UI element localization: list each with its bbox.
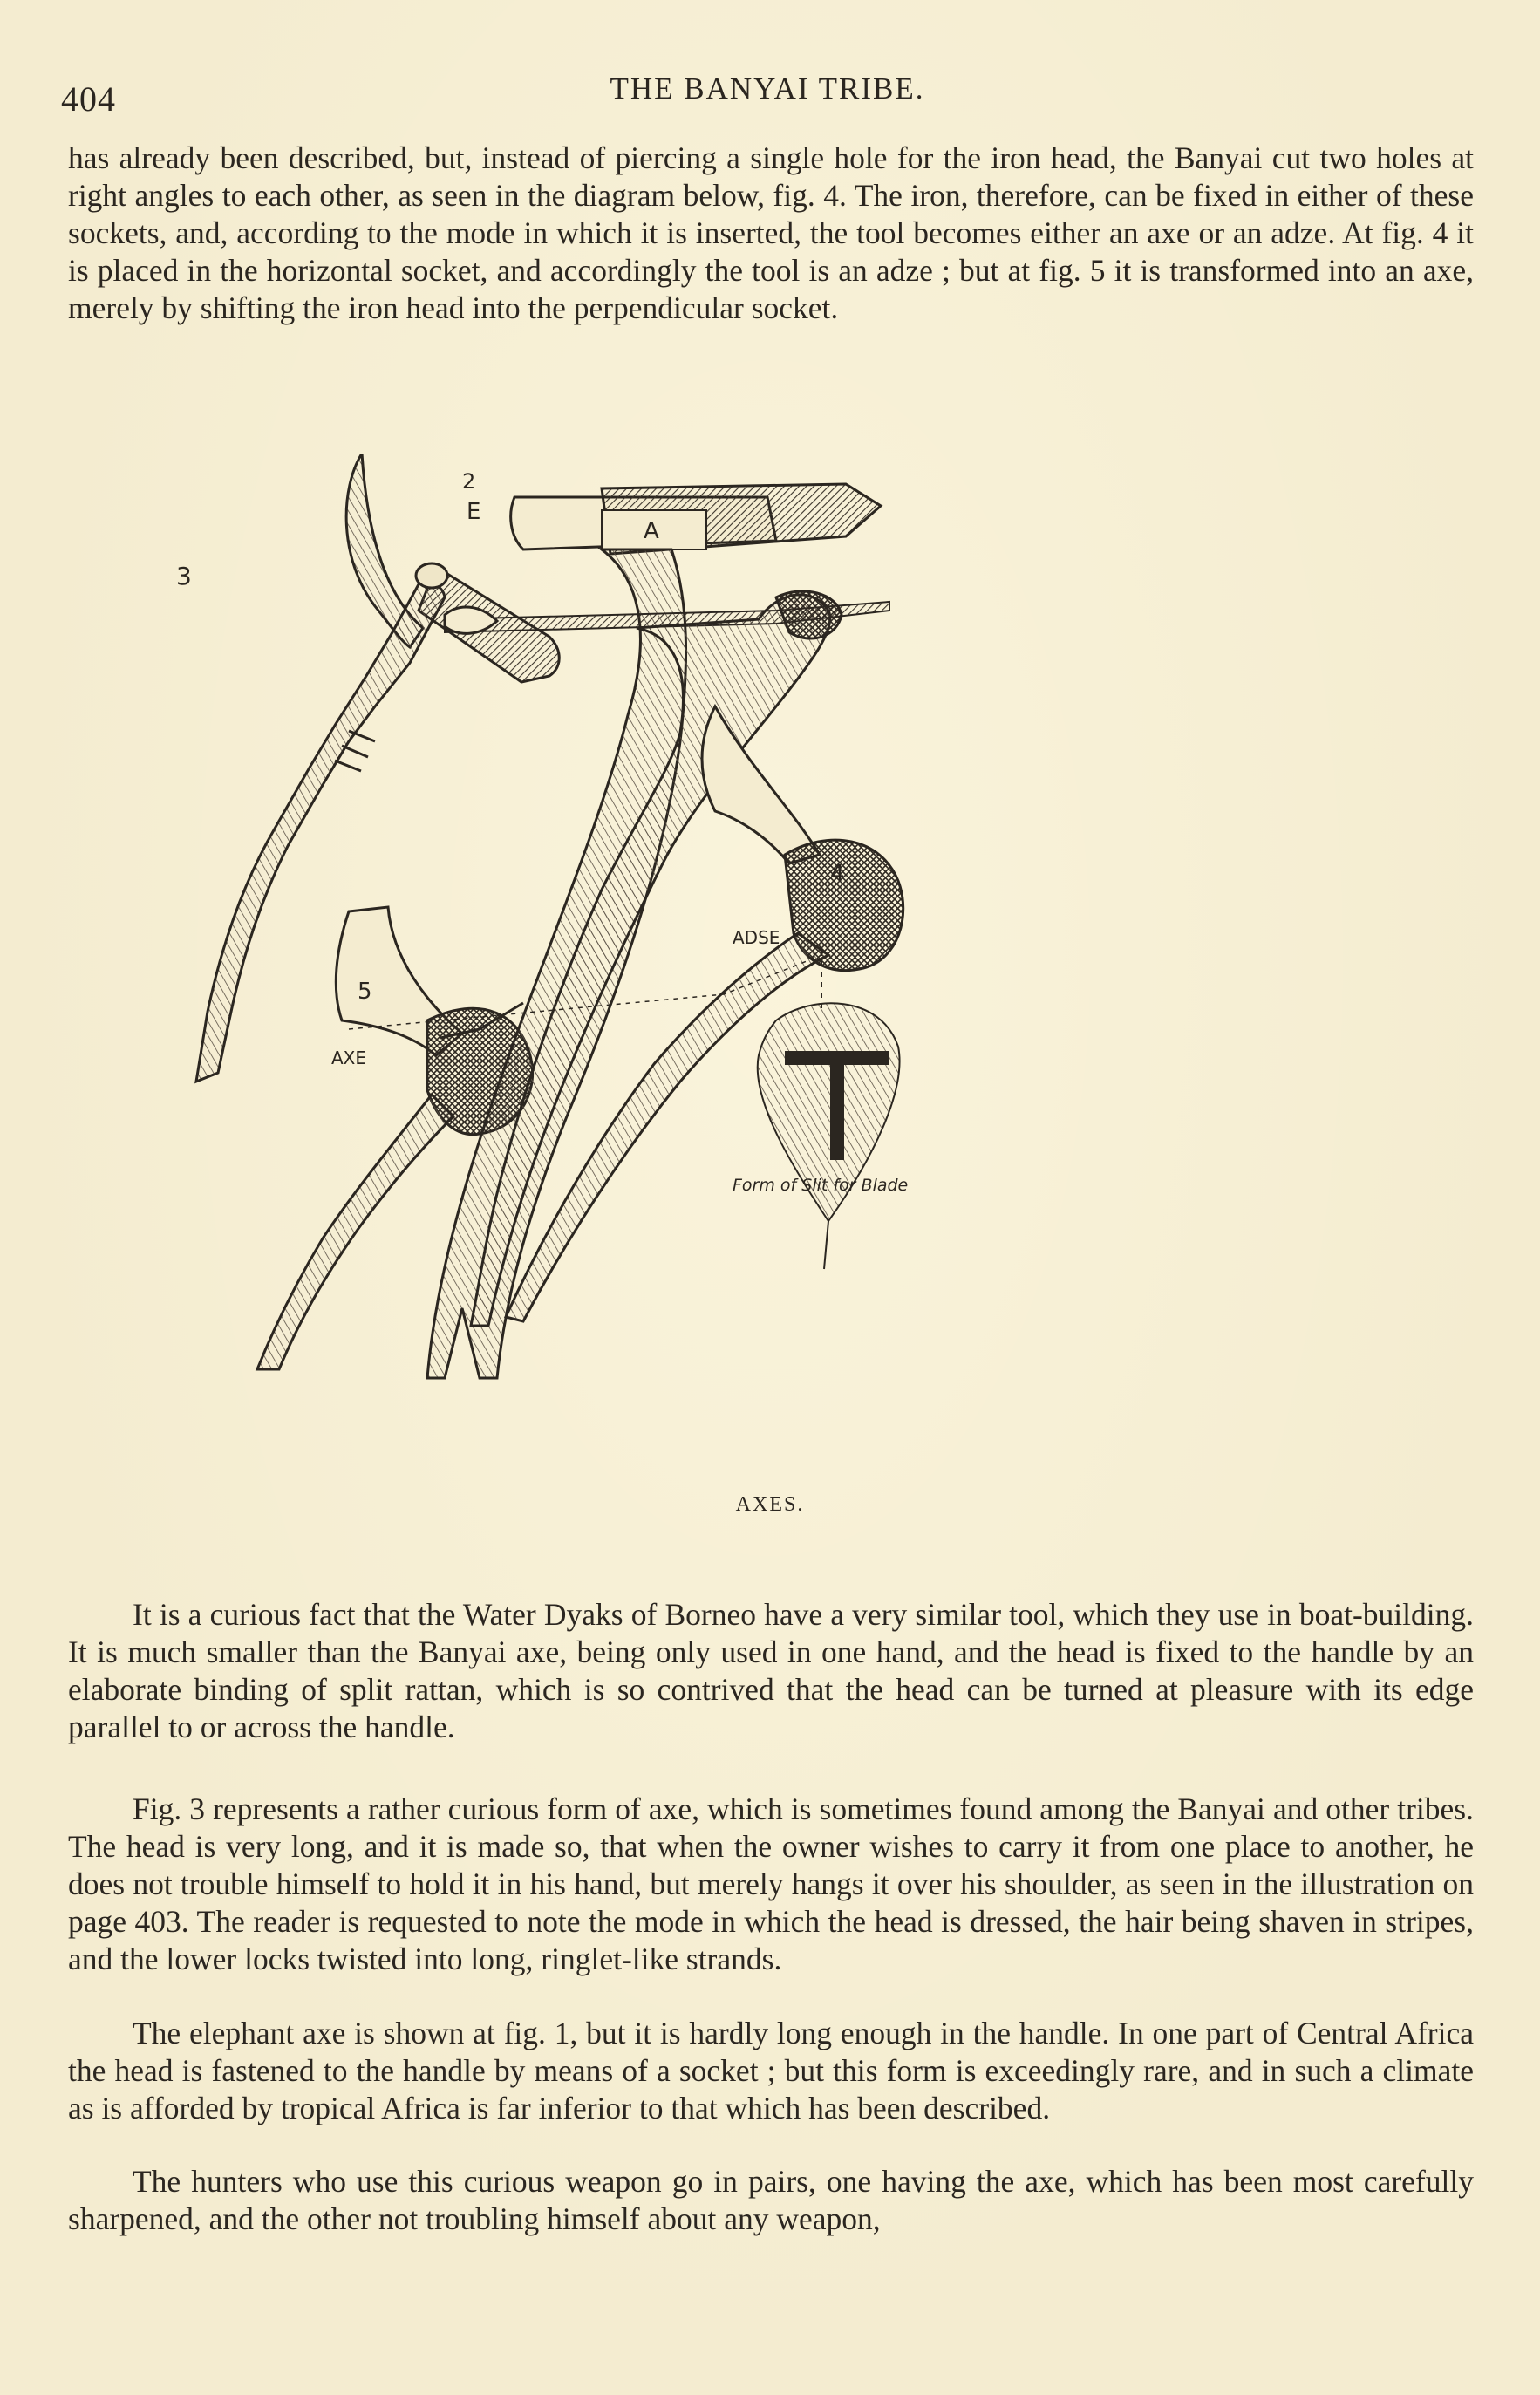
label-fig2: 2 <box>462 469 476 494</box>
axes-illustration <box>113 454 1421 1500</box>
label-adse: ADSE <box>733 927 780 948</box>
page-header <box>61 72 1474 124</box>
label-fig3: 3 <box>176 562 192 590</box>
label-letter-a: A <box>644 518 659 544</box>
label-fig4: 4 <box>830 861 845 887</box>
axes-engraving <box>113 454 1421 1500</box>
paragraph-continued: has already been described, but, instead of piercing a single hole for the iron head, the Banyai cut two holes at right angles to each other, as seen in the diagram below, fig. 4. The iron, therefore, can be fixed in either of these sockets, and, according to the mode in which it is inserted, the tool becomes either an axe or an adze. At fig. 4 it is placed in the horizontal socket, and accordingly the tool is an adze ; but at fig. 5 it is transformed into an axe, merely by shifting the iron head into the perpendicular socket. <box>68 140 1474 325</box>
paragraph-fig3: Fig. 3 represents a rather curious form of axe, which is sometimes found among the Banyai and other tribes. The head is very long, and it is made so, that when the owner wishes to carry it from one place to another, he does not trouble himself to hold it in his hand, but merely hangs it over his shoulder, as seen in the illustration on page 403. The reader is requested to note the mode in which the head is dressed, the hair being shaven in stripes, and the lower locks twisted into long, ringlet-like strands. <box>68 1791 1474 1976</box>
page-number: 404 <box>61 79 116 119</box>
slot-diagram <box>758 951 900 1269</box>
label-fig5: 5 <box>358 979 372 1005</box>
paragraph-elephant-axe: The elephant axe is shown at fig. 1, but it is hardly long enough in the handle. In one part of Central Africa the head is fastened to the handle by means of a socket ; but this form is exceedingly rare, and in such a climate as is afforded by tropical Africa is far inferior to that which has been described. <box>68 2016 1474 2125</box>
paragraph-hunters: The hunters who use this curious weapon go in pairs, one having the axe, which has been most carefully sharpened, and the other not troubling himself about any weapon, <box>68 2164 1474 2236</box>
figure-caption: AXES. <box>735 1493 805 1516</box>
label-slot-note: Form of Slit for Blade <box>733 1176 909 1195</box>
paragraph-water-dyaks: It is a curious fact that the Water Dyaks of Borneo have a very similar tool, which they use in boat-building. It is much smaller than the Banyai axe, being only used in one hand, and the head is fixed to the handle by an elaborate binding of split rattan, which is so contrived that the head can be turned at pleasure with its edge parallel to or across the handle. <box>68 1597 1474 1744</box>
label-letter-e: E <box>467 499 481 525</box>
label-axe: AXE <box>331 1047 367 1068</box>
running-title: THE BANYAI TRIBE. <box>610 72 925 106</box>
